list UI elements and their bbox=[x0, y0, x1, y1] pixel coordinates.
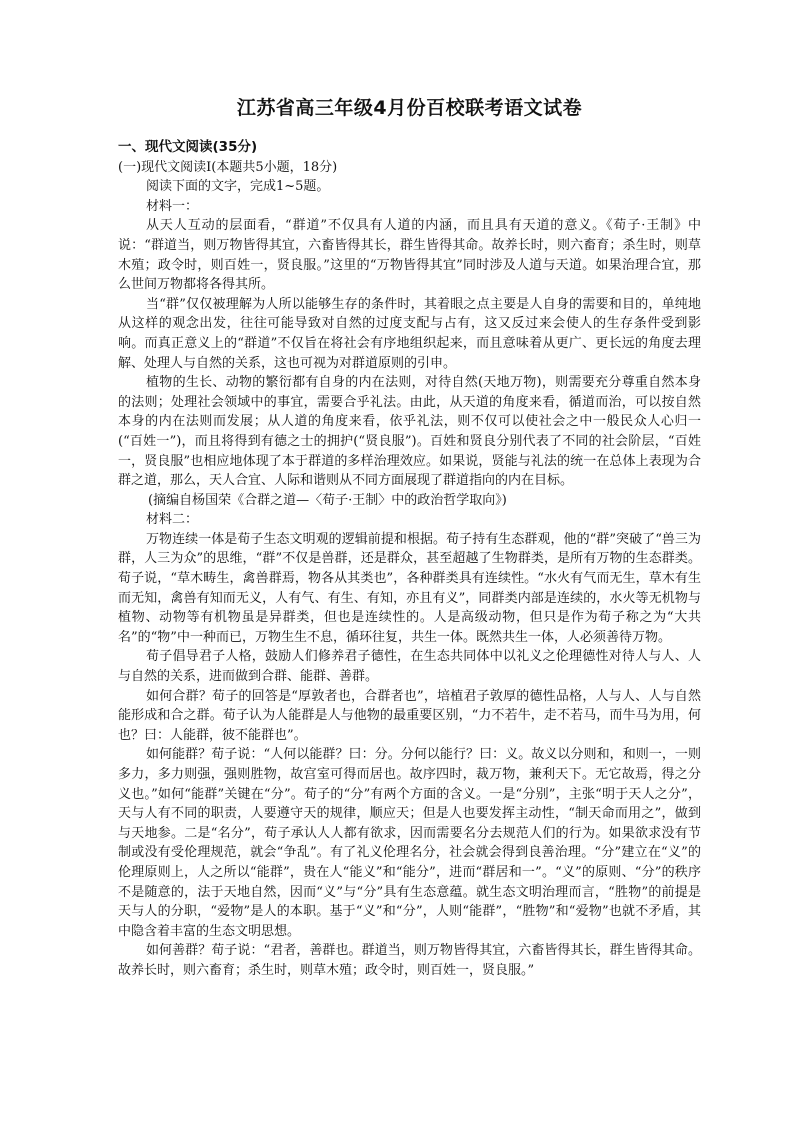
material1-paragraph-2: 当“群”仅仅被理解为人所以能够生存的条件时，其着眼之点主要是人自身的需要和目的，单纯地从这样的观念出发，往往可能导致对自然的过度支配与占有，这又反过来会使人的生存条件受到影响。而真正意义上的“群道”不仅旨在将社会有序地组织起来，而且意味着从更广、更长远的角度去理解、处理人与自然的关系，这也可视为对群道原则的引申。 bbox=[118, 296, 701, 371]
material2-paragraph-4: 如何能群？荀子说：“人何以能群？曰：分。分何以能行？曰：义。故义以分则和，和则一，一则多力，多力则强，强则胜物，故宫室可得而居也。故序四时，裁万物，兼利天下。无它故焉，得之分义也。”如何“能群”关键在“分”。荀子的“分”有两个方面的含义。一是“分别”，主张“明于天人之分”，天与人有不同的职责，人要遵守天的规律，顺应天；但是人也要发挥主动性，“制天命而用之”，做到与天地参。二是“名分”，荀子承认人人都有欲求，因而需要名分去规范人们的行为。如果欲求没有节制或没有受伦理规范，就会“争乱”。有了礼义伦理名分，社会就会得到良善治理。“分”建立在“义”的伦理原则上，人之所以“能群”，贵在人“能义”和“能分”，进而“群居和一”。“义”的原则、“分”的秩序不是随意的，法于天地自然，因而“义”与“分”具有生态意蕴。就生态文明治理而言，“胜物”的前提是天与人的分职，“爱物”是人的本职。基于“义”和“分”，人则“能群”，“胜物”和“爱物”也就不矛盾，其中隐含着丰富的生态文明思想。 bbox=[118, 747, 701, 939]
section-heading: 一、现代文阅读(35分) bbox=[118, 139, 258, 155]
material2-paragraph-2: 荀子倡导君子人格，鼓励人们修养君子德性，在生态共同体中以礼义之伦理德性对待人与人、人与自然的关系，进而做到合群、能群、善群。 bbox=[118, 649, 701, 685]
instruction-text: 阅读下面的文字，完成1~5题。 bbox=[146, 179, 330, 195]
material2-paragraph-5: 如何善群？荀子说：“君者，善群也。群道当，则万物皆得其宜，六畜皆得其长，群生皆得其命。故养长时，则六畜育；杀生时，则草木殖；政令时，则百姓一，贤良服。” bbox=[118, 943, 701, 978]
material2-label: 材料二： bbox=[146, 512, 199, 528]
material1-paragraph-1: 从天人互动的层面看，“群道”不仅具有人道的内涵，而且具有天道的意义。《荀子·王制》中说：“群道当，则万物皆得其宜，六畜皆得其长，群生皆得其命。故养长时，则六畜育；杀生时，则草木殖；政令时，则百姓一，贤良服。”这里的“万物皆得其宜”同时涉及人道与天道。如果治理合宜，那么世间万物都将各得其所。 bbox=[118, 218, 701, 293]
material1-label: 材料一： bbox=[146, 198, 199, 214]
material2-paragraph-1: 万物连续一体是荀子生态文明观的逻辑前提和根据。荀子持有生态群观，他的“群”突破了“兽三为群，人三为众”的思维，“群”不仅是兽群，还是群众，甚至超越了生物群类，是所有万物的生态群类。荀子说，“草木畴生，禽兽群焉，物各从其类也”，各种群类具有连续性。“水火有气而无生，草木有生而无知，禽兽有知而无义，人有气、有生、有知，亦且有义”，同群类内部是连续的，水火等无机物与植物、动物等有机物虽是异群类，但也是连续性的。人是高级动物，但只是作为荀子称之为“大共名”的“物”中一种而已，万物生生不息，循环往复，共生一体。既然共生一体，人必须善待万物。 bbox=[118, 531, 701, 645]
material1-paragraph-3: 植物的生长、动物的繁衍都有自身的内在法则，对待自然(天地万物)，则需要充分尊重自然本身的法则；处理社会领域中的事宜，需要合乎礼法。由此，从天道的角度来看，循道而治，可以按自然本身的内在法则而发展；从人道的角度来看，依乎礼法，则不仅可以使社会之中一般民众人心归一(“百姓一”)，而且将得到有德之士的拥护(“贤良服”)。百姓和贤良分别代表了不同的社会阶层，“百姓一，贤良服”也相应地体现了本于群道的多样治理效应。如果说，贤能与礼法的统一在总体上表现为合群之道，那么，天人合宜、人际和谐则从不同方面展现了群道指向的内在目标。 bbox=[118, 375, 701, 489]
page-title: 江苏省高三年级4月份百校联考语文试卷 bbox=[236, 97, 583, 119]
sub-heading: (一)现代文阅读Ⅰ(本题共5小题，18分) bbox=[118, 159, 338, 175]
material2-paragraph-3: 如何合群？荀子的回答是“厚敦者也，合群者也”，培植君子敦厚的德性品格，人与人、人与自然能形成和合之群。荀子认为人能群是人与他物的最重要区别，“力不若牛，走不若马，而牛马为用，何也？曰：人能群，彼不能群也”。 bbox=[118, 688, 701, 743]
material1-source: (摘编自杨国荣《合群之道—〈荀子·王制〉中的政治哲学取向》) bbox=[148, 492, 507, 508]
